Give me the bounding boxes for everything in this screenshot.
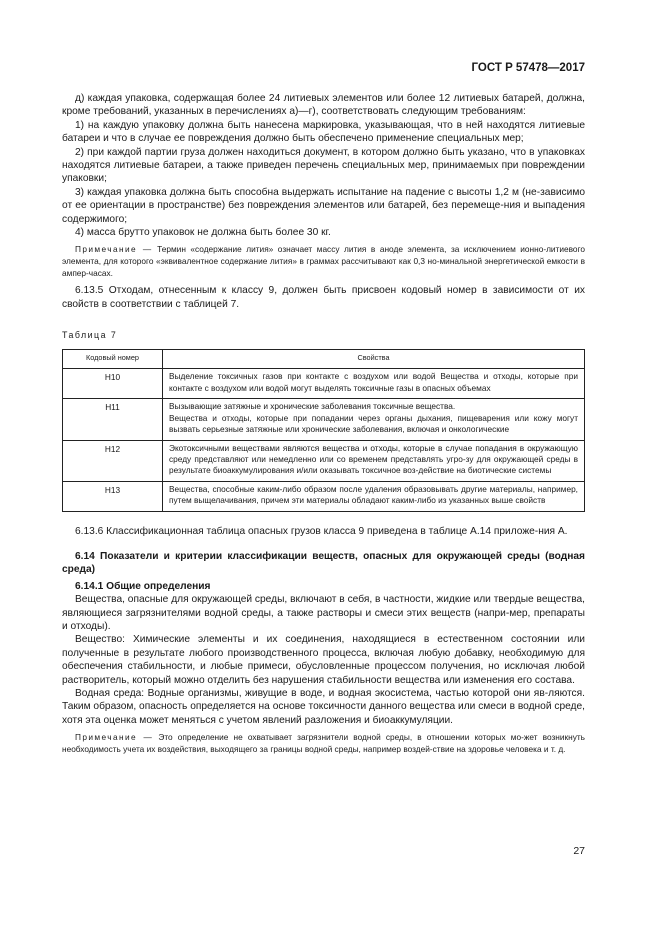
table-cell-code: H12 [63,440,163,481]
table-cell-desc: Экотоксичными веществами являются вещества и отходы, которые в случае попадания в окружающую среду представляют или немедленно или со временем представлять угро-зу для окружающей среды в результате биоаккумулирования и/или оказывать токсичное воз-действие на биотические системы [163,440,585,481]
note-lithium [62,244,585,279]
document-header: ГОСТ Р 57478—2017 [471,62,585,74]
table-7 [62,349,585,511]
table-row [63,399,585,440]
table-cell-desc-line: Вызывающие затяжные и хронические заболевания токсичные вещества. [169,401,456,412]
list-item-4: 4) масса брутто упаковок не должна быть более 30 кг. [75,227,331,239]
table-caption: Таблица 7 [62,330,118,341]
paragraph-aquatic-env: Водная среда: Водные организмы, живущие в воде, и водная экосистема, частью которой они яв-ляются. Таким образом, опасность определяется на основе токсичности данного вещества или смеси в водной среде, хотя эта оценка может меняться с учетом явлений разложения и биоаккумуляции. [62,688,585,726]
list-item-d: д) каждая упаковка, содержащая более 24 литиевых элементов или более 12 литиевых батарей, должна, кроме требований, указанных в перечислениях а)—г), соответствовать следующим требованиям: [62,93,585,118]
table-cell-desc-line: Вещества и отходы, которые при попадании через органы дыхания, пищеварения или кожу могут вызвать серьезные затяжные или хронические заболевания, включая и онкологические [169,412,578,435]
note-label: Примечание — [75,244,153,255]
table-row [63,440,585,481]
table-cell-desc [163,399,585,440]
list-item-1: 1) на каждую упаковку должна быть нанесена маркировка, указывающая, что в ней находятся литиевые батареи и что в случае ее повреждения должно быть обеспечено применение специальных мер; [62,119,585,145]
page-content [62,92,585,755]
paragraph-6-13-6: 6.13.6 Классификационная таблица опасных грузов класса 9 приведена в таблице А.14 приложе-ния А. [75,525,568,537]
col-header-properties: Свойства [163,350,585,369]
paragraph-definitions-1: Вещества, опасные для окружающей среды, включают в себя, в частности, жидкие или твердые вещества, являющиеся загрязнителями водной среды, а также растворы и смеси этих веществ (напри-мер, препараты и отходы). [62,594,585,632]
paragraph-substance: Вещество: Химические элементы и их соединения, находящиеся в естественном состоянии или полученные в результате любого производственного процесса, включая любую добавку, необходимую для обеспечения стабильности, и любые примеси, обусловленные процессом получения, но исключая любой растворитель, который можно отделить без нарушения стабильности вещества или изменения его состава. [62,634,585,686]
page-number: 27 [573,845,585,857]
note-text: Это определение не охватывает загрязнители водной среды, в отношении которых мо-жет возникнуть необходимость учета их воздействия, выходящего за границы водной среды, например воздей-ствие на здоровье человека и т. д. [62,732,585,754]
table-row [63,481,585,511]
table-cell-code: H13 [63,481,163,511]
list-item-2: 2) при каждой партии груза должен находиться документ, в котором должно быть указано, что в упаковках находятся литиевые батареи, а также приведен перечень специальных мер, принимаемых при повреждении упаковки; [62,146,585,185]
col-header-code: Кодовый номер [63,350,163,369]
table-header-row [63,350,585,369]
list-item-3: 3) каждая упаковка должна быть способна выдержать испытание на падение с высоты 1,2 м (не-зависимо от ее ориентации в пространстве) без повреждения элементов или батарей, без перемеще-ния и выпадения содержимого; [62,186,585,225]
note-aquatic [62,732,585,755]
table-cell-code: H11 [63,399,163,440]
note-text: Термин «содержание лития» означает массу лития в аноде элемента, за исключением ионно-литиевого элемента, для которого «эквивалентное содержание лития» в граммах рассчитывают как 0,3 но-минальной энергетической емкости в ампер-часах. [62,244,585,278]
paragraph-6-13-5: 6.13.5 Отходам, отнесенным к классу 9, должен быть присвоен кодовый номер в зависимости от их свойств в соответствии с таблицей 7. [62,285,585,310]
section-heading-6-14-1: 6.14.1 Общие определения [75,580,211,592]
table-row [63,369,585,399]
table-cell-code: H10 [63,369,163,399]
table-cell-desc: Выделение токсичных газов при контакте с воздухом или водой Вещества и отходы, которые при контакте с воздухом или водой могут выделять токсичные газы в опасных объемах [163,369,585,399]
section-heading-6-14: 6.14 Показатели и критерии классификации веществ, опасных для окружающей среды (водная среда) [62,550,585,576]
note-label: Примечание — [75,732,154,743]
table-cell-desc: Вещества, способные каким-либо образом после удаления образовывать другие материалы, например, путем выщелачивания, причем эти материалы обладают каким-либо из указанных выше свойств [163,481,585,511]
